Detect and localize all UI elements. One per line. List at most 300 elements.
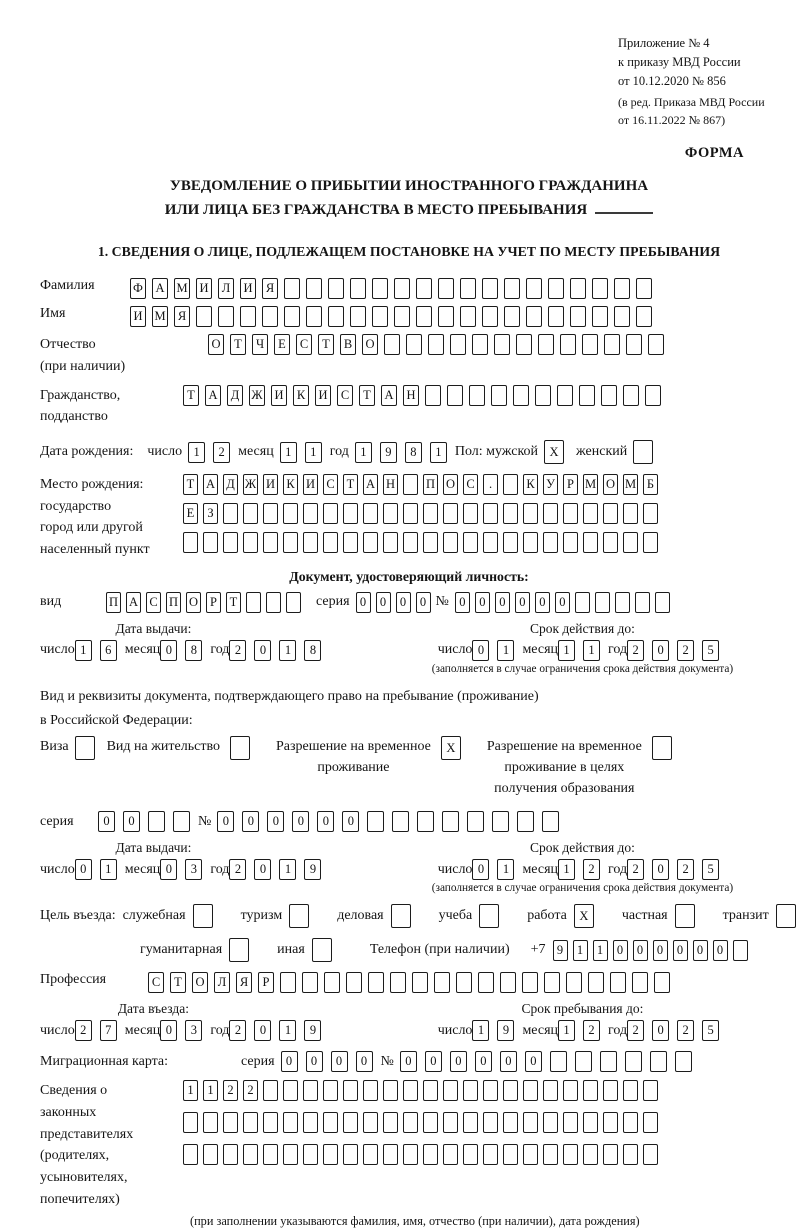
char-cell[interactable]: 0 xyxy=(281,1051,298,1072)
char-cell[interactable] xyxy=(223,503,238,524)
char-cell[interactable] xyxy=(343,1144,358,1165)
char-cell[interactable] xyxy=(283,1144,298,1165)
char-cell[interactable] xyxy=(263,532,278,553)
char-cell[interactable] xyxy=(625,1051,642,1072)
char-cell[interactable] xyxy=(582,334,598,355)
char-cell[interactable] xyxy=(302,972,318,993)
char-cell[interactable] xyxy=(75,736,95,760)
char-cell[interactable]: Т xyxy=(226,592,241,613)
char-cell[interactable] xyxy=(526,306,542,327)
char-cell[interactable]: Я xyxy=(236,972,252,993)
char-cell[interactable] xyxy=(636,278,652,299)
char-cell[interactable] xyxy=(363,1112,378,1133)
char-cell[interactable]: А xyxy=(205,385,221,406)
char-cell[interactable]: Я xyxy=(262,278,278,299)
char-cell[interactable] xyxy=(645,385,661,406)
char-cell[interactable] xyxy=(303,503,318,524)
char-cell[interactable]: М xyxy=(623,474,638,495)
char-cell[interactable] xyxy=(284,306,300,327)
char-cell[interactable] xyxy=(526,278,542,299)
char-cell[interactable]: З xyxy=(203,503,218,524)
char-cell[interactable]: 2 xyxy=(229,1020,246,1041)
char-cell[interactable] xyxy=(183,1112,198,1133)
char-cell[interactable] xyxy=(588,972,604,993)
char-cell[interactable] xyxy=(469,385,485,406)
char-cell[interactable]: 1 xyxy=(183,1080,198,1101)
char-cell[interactable] xyxy=(303,1112,318,1133)
char-cell[interactable] xyxy=(482,278,498,299)
char-cell[interactable] xyxy=(412,972,428,993)
char-cell[interactable]: Л xyxy=(214,972,230,993)
char-cell[interactable] xyxy=(403,1080,418,1101)
char-cell[interactable]: С xyxy=(463,474,478,495)
char-cell[interactable]: А xyxy=(363,474,378,495)
char-cell[interactable] xyxy=(450,334,466,355)
char-cell[interactable] xyxy=(583,1080,598,1101)
char-cell[interactable] xyxy=(196,306,212,327)
char-cell[interactable]: Т xyxy=(318,334,334,355)
char-cell[interactable] xyxy=(563,1080,578,1101)
char-cell[interactable] xyxy=(183,1144,198,1165)
char-cell[interactable] xyxy=(610,972,626,993)
char-cell[interactable] xyxy=(583,503,598,524)
char-cell[interactable] xyxy=(343,503,358,524)
char-cell[interactable] xyxy=(403,532,418,553)
char-cell[interactable]: 0 xyxy=(123,811,140,832)
char-cell[interactable] xyxy=(550,1051,567,1072)
char-cell[interactable] xyxy=(346,972,362,993)
char-cell[interactable] xyxy=(592,306,608,327)
char-cell[interactable]: 1 xyxy=(100,859,117,880)
char-cell[interactable] xyxy=(173,811,190,832)
char-cell[interactable] xyxy=(391,904,411,928)
char-cell[interactable] xyxy=(543,1112,558,1133)
char-cell[interactable] xyxy=(428,334,444,355)
char-cell[interactable]: 0 xyxy=(515,592,530,613)
char-cell[interactable] xyxy=(218,306,234,327)
char-cell[interactable] xyxy=(623,1144,638,1165)
char-cell[interactable] xyxy=(343,1080,358,1101)
char-cell[interactable] xyxy=(544,972,560,993)
char-cell[interactable] xyxy=(443,503,458,524)
char-cell[interactable] xyxy=(263,1080,278,1101)
char-cell[interactable] xyxy=(483,532,498,553)
char-cell[interactable]: Е xyxy=(274,334,290,355)
char-cell[interactable] xyxy=(280,972,296,993)
char-cell[interactable]: О xyxy=(603,474,618,495)
char-cell[interactable]: 0 xyxy=(342,811,359,832)
char-cell[interactable]: С xyxy=(148,972,164,993)
char-cell[interactable]: А xyxy=(203,474,218,495)
char-cell[interactable]: П xyxy=(106,592,121,613)
char-cell[interactable] xyxy=(463,503,478,524)
char-cell[interactable] xyxy=(343,532,358,553)
char-cell[interactable] xyxy=(312,938,332,962)
char-cell[interactable]: 1 xyxy=(558,1020,575,1041)
char-cell[interactable]: К xyxy=(523,474,538,495)
char-cell[interactable] xyxy=(643,503,658,524)
char-cell[interactable]: 2 xyxy=(627,1020,644,1041)
char-cell[interactable]: 1 xyxy=(497,859,514,880)
char-cell[interactable]: Т xyxy=(230,334,246,355)
char-cell[interactable] xyxy=(328,306,344,327)
char-cell[interactable] xyxy=(643,1144,658,1165)
char-cell[interactable] xyxy=(603,503,618,524)
char-cell[interactable] xyxy=(504,306,520,327)
char-cell[interactable]: 0 xyxy=(713,940,728,961)
char-cell[interactable] xyxy=(350,306,366,327)
char-cell[interactable] xyxy=(303,1144,318,1165)
char-cell[interactable] xyxy=(523,1112,538,1133)
char-cell[interactable]: С xyxy=(146,592,161,613)
char-cell[interactable] xyxy=(463,1144,478,1165)
char-cell[interactable] xyxy=(283,1080,298,1101)
char-cell[interactable]: 0 xyxy=(331,1051,348,1072)
char-cell[interactable] xyxy=(438,306,454,327)
char-cell[interactable] xyxy=(403,474,418,495)
char-cell[interactable] xyxy=(483,503,498,524)
char-cell[interactable] xyxy=(503,1080,518,1101)
char-cell[interactable] xyxy=(323,532,338,553)
char-cell[interactable] xyxy=(323,1144,338,1165)
char-cell[interactable]: Ч xyxy=(252,334,268,355)
char-cell[interactable] xyxy=(652,736,672,760)
char-cell[interactable]: Л xyxy=(218,278,234,299)
char-cell[interactable] xyxy=(538,334,554,355)
char-cell[interactable] xyxy=(563,1112,578,1133)
char-cell[interactable] xyxy=(467,811,484,832)
char-cell[interactable] xyxy=(623,503,638,524)
char-cell[interactable]: М xyxy=(152,306,168,327)
char-cell[interactable] xyxy=(675,1051,692,1072)
char-cell[interactable]: 0 xyxy=(416,592,431,613)
char-cell[interactable] xyxy=(626,334,642,355)
char-cell[interactable] xyxy=(193,904,213,928)
char-cell[interactable]: 3 xyxy=(185,1020,202,1041)
char-cell[interactable]: 0 xyxy=(376,592,391,613)
char-cell[interactable] xyxy=(394,278,410,299)
char-cell[interactable] xyxy=(503,532,518,553)
char-cell[interactable] xyxy=(417,811,434,832)
char-cell[interactable] xyxy=(600,1051,617,1072)
char-cell[interactable] xyxy=(443,1144,458,1165)
char-cell[interactable]: Т xyxy=(343,474,358,495)
char-cell[interactable]: Б xyxy=(643,474,658,495)
char-cell[interactable] xyxy=(383,1144,398,1165)
char-cell[interactable]: 2 xyxy=(223,1080,238,1101)
char-cell[interactable] xyxy=(516,334,532,355)
char-cell[interactable] xyxy=(494,334,510,355)
char-cell[interactable] xyxy=(560,334,576,355)
char-cell[interactable]: Р xyxy=(206,592,221,613)
char-cell[interactable] xyxy=(363,1080,378,1101)
char-cell[interactable] xyxy=(303,1080,318,1101)
char-cell[interactable] xyxy=(563,532,578,553)
char-cell[interactable] xyxy=(443,1080,458,1101)
char-cell[interactable]: 1 xyxy=(593,940,608,961)
char-cell[interactable] xyxy=(286,592,301,613)
char-cell[interactable] xyxy=(478,972,494,993)
char-cell[interactable] xyxy=(733,940,748,961)
char-cell[interactable]: 2 xyxy=(677,859,694,880)
char-cell[interactable] xyxy=(372,306,388,327)
char-cell[interactable]: 1 xyxy=(430,442,447,463)
char-cell[interactable] xyxy=(543,532,558,553)
char-cell[interactable] xyxy=(623,532,638,553)
char-cell[interactable] xyxy=(463,532,478,553)
char-cell[interactable]: О xyxy=(208,334,224,355)
char-cell[interactable]: 0 xyxy=(356,592,371,613)
char-cell[interactable] xyxy=(266,592,281,613)
char-cell[interactable] xyxy=(543,1144,558,1165)
char-cell[interactable]: 0 xyxy=(425,1051,442,1072)
char-cell[interactable] xyxy=(443,532,458,553)
char-cell[interactable]: И xyxy=(240,278,256,299)
char-cell[interactable]: И xyxy=(196,278,212,299)
char-cell[interactable] xyxy=(643,1080,658,1101)
char-cell[interactable]: 0 xyxy=(267,811,284,832)
char-cell[interactable]: 0 xyxy=(356,1051,373,1072)
char-cell[interactable]: 0 xyxy=(653,940,668,961)
char-cell[interactable]: 0 xyxy=(525,1051,542,1072)
char-cell[interactable] xyxy=(460,278,476,299)
char-cell[interactable] xyxy=(535,385,551,406)
char-cell[interactable]: Р xyxy=(258,972,274,993)
char-cell[interactable] xyxy=(423,1144,438,1165)
char-cell[interactable] xyxy=(603,1144,618,1165)
char-cell[interactable] xyxy=(390,972,406,993)
char-cell[interactable] xyxy=(523,503,538,524)
char-cell[interactable]: 0 xyxy=(495,592,510,613)
char-cell[interactable]: О xyxy=(192,972,208,993)
char-cell[interactable] xyxy=(523,1144,538,1165)
char-cell[interactable] xyxy=(447,385,463,406)
char-cell[interactable] xyxy=(583,1112,598,1133)
char-cell[interactable]: 2 xyxy=(677,1020,694,1041)
char-cell[interactable]: 0 xyxy=(613,940,628,961)
char-cell[interactable]: Д xyxy=(223,474,238,495)
char-cell[interactable] xyxy=(583,532,598,553)
char-cell[interactable]: И xyxy=(271,385,287,406)
char-cell[interactable] xyxy=(368,972,384,993)
char-cell[interactable]: 0 xyxy=(472,640,489,661)
char-cell[interactable] xyxy=(614,306,630,327)
char-cell[interactable]: 0 xyxy=(693,940,708,961)
char-cell[interactable] xyxy=(383,1112,398,1133)
char-cell[interactable]: X xyxy=(441,736,461,760)
char-cell[interactable]: О xyxy=(362,334,378,355)
char-cell[interactable]: И xyxy=(303,474,318,495)
char-cell[interactable] xyxy=(262,306,278,327)
char-cell[interactable]: И xyxy=(315,385,331,406)
char-cell[interactable] xyxy=(230,736,250,760)
char-cell[interactable] xyxy=(632,972,648,993)
char-cell[interactable] xyxy=(284,278,300,299)
char-cell[interactable] xyxy=(148,811,165,832)
char-cell[interactable] xyxy=(223,1144,238,1165)
char-cell[interactable]: 8 xyxy=(304,640,321,661)
char-cell[interactable]: 0 xyxy=(98,811,115,832)
char-cell[interactable]: 0 xyxy=(535,592,550,613)
char-cell[interactable] xyxy=(363,503,378,524)
char-cell[interactable]: К xyxy=(293,385,309,406)
char-cell[interactable] xyxy=(463,1112,478,1133)
char-cell[interactable] xyxy=(570,306,586,327)
char-cell[interactable] xyxy=(246,592,261,613)
char-cell[interactable] xyxy=(575,1051,592,1072)
char-cell[interactable] xyxy=(383,503,398,524)
char-cell[interactable]: П xyxy=(166,592,181,613)
char-cell[interactable] xyxy=(203,532,218,553)
char-cell[interactable] xyxy=(283,503,298,524)
char-cell[interactable]: 2 xyxy=(243,1080,258,1101)
char-cell[interactable]: 9 xyxy=(497,1020,514,1041)
char-cell[interactable]: 5 xyxy=(702,1020,719,1041)
char-cell[interactable] xyxy=(623,1112,638,1133)
char-cell[interactable] xyxy=(635,592,650,613)
char-cell[interactable]: 1 xyxy=(305,442,322,463)
char-cell[interactable]: И xyxy=(263,474,278,495)
char-cell[interactable] xyxy=(328,278,344,299)
char-cell[interactable] xyxy=(615,592,630,613)
char-cell[interactable] xyxy=(643,1112,658,1133)
char-cell[interactable]: 0 xyxy=(317,811,334,832)
char-cell[interactable]: 0 xyxy=(475,1051,492,1072)
char-cell[interactable]: М xyxy=(174,278,190,299)
char-cell[interactable] xyxy=(392,811,409,832)
char-cell[interactable]: Т xyxy=(183,474,198,495)
char-cell[interactable] xyxy=(383,532,398,553)
char-cell[interactable] xyxy=(403,1112,418,1133)
char-cell[interactable] xyxy=(614,278,630,299)
char-cell[interactable] xyxy=(363,1144,378,1165)
char-cell[interactable]: Д xyxy=(227,385,243,406)
char-cell[interactable]: 0 xyxy=(75,859,92,880)
char-cell[interactable]: П xyxy=(423,474,438,495)
char-cell[interactable]: 2 xyxy=(627,859,644,880)
char-cell[interactable]: Ж xyxy=(249,385,265,406)
char-cell[interactable]: 0 xyxy=(396,592,411,613)
char-cell[interactable] xyxy=(575,592,590,613)
char-cell[interactable]: С xyxy=(337,385,353,406)
char-cell[interactable] xyxy=(306,278,322,299)
char-cell[interactable]: 1 xyxy=(472,1020,489,1041)
char-cell[interactable] xyxy=(483,1080,498,1101)
char-cell[interactable]: 0 xyxy=(400,1051,417,1072)
char-cell[interactable] xyxy=(324,972,340,993)
char-cell[interactable]: 2 xyxy=(213,442,230,463)
char-cell[interactable] xyxy=(263,1144,278,1165)
char-cell[interactable] xyxy=(636,306,652,327)
char-cell[interactable]: 1 xyxy=(355,442,372,463)
char-cell[interactable]: Т xyxy=(183,385,199,406)
char-cell[interactable] xyxy=(500,972,516,993)
char-cell[interactable] xyxy=(583,1144,598,1165)
char-cell[interactable]: 2 xyxy=(583,1020,600,1041)
char-cell[interactable] xyxy=(323,1112,338,1133)
char-cell[interactable]: 0 xyxy=(472,859,489,880)
char-cell[interactable]: 1 xyxy=(75,640,92,661)
char-cell[interactable]: Ф xyxy=(130,278,146,299)
char-cell[interactable] xyxy=(403,503,418,524)
char-cell[interactable]: 0 xyxy=(633,940,648,961)
char-cell[interactable]: 9 xyxy=(553,940,568,961)
char-cell[interactable]: 2 xyxy=(627,640,644,661)
char-cell[interactable]: 1 xyxy=(573,940,588,961)
char-cell[interactable]: 0 xyxy=(292,811,309,832)
char-cell[interactable]: 0 xyxy=(254,1020,271,1041)
char-cell[interactable]: 1 xyxy=(497,640,514,661)
char-cell[interactable] xyxy=(491,385,507,406)
char-cell[interactable]: 9 xyxy=(304,859,321,880)
char-cell[interactable] xyxy=(563,503,578,524)
char-cell[interactable] xyxy=(423,532,438,553)
char-cell[interactable]: К xyxy=(283,474,298,495)
char-cell[interactable] xyxy=(363,532,378,553)
char-cell[interactable] xyxy=(543,503,558,524)
char-cell[interactable] xyxy=(633,440,653,464)
char-cell[interactable] xyxy=(443,1112,458,1133)
char-cell[interactable]: М xyxy=(583,474,598,495)
char-cell[interactable] xyxy=(463,1080,478,1101)
char-cell[interactable] xyxy=(517,811,534,832)
char-cell[interactable] xyxy=(289,904,309,928)
char-cell[interactable] xyxy=(306,306,322,327)
char-cell[interactable]: 9 xyxy=(380,442,397,463)
char-cell[interactable] xyxy=(406,334,422,355)
char-cell[interactable] xyxy=(460,306,476,327)
char-cell[interactable]: 0 xyxy=(254,640,271,661)
char-cell[interactable]: Ж xyxy=(243,474,258,495)
char-cell[interactable] xyxy=(603,1080,618,1101)
char-cell[interactable]: 0 xyxy=(254,859,271,880)
char-cell[interactable] xyxy=(203,1144,218,1165)
char-cell[interactable] xyxy=(223,1112,238,1133)
char-cell[interactable]: 0 xyxy=(652,640,669,661)
char-cell[interactable] xyxy=(438,278,454,299)
char-cell[interactable] xyxy=(557,385,573,406)
char-cell[interactable] xyxy=(343,1112,358,1133)
char-cell[interactable] xyxy=(383,1080,398,1101)
char-cell[interactable]: 0 xyxy=(673,940,688,961)
char-cell[interactable] xyxy=(263,503,278,524)
char-cell[interactable] xyxy=(243,503,258,524)
char-cell[interactable]: 7 xyxy=(100,1020,117,1041)
char-cell[interactable] xyxy=(503,1112,518,1133)
char-cell[interactable]: Н xyxy=(403,385,419,406)
char-cell[interactable] xyxy=(655,592,670,613)
char-cell[interactable] xyxy=(579,385,595,406)
char-cell[interactable]: Р xyxy=(563,474,578,495)
char-cell[interactable] xyxy=(654,972,670,993)
char-cell[interactable] xyxy=(523,1080,538,1101)
char-cell[interactable]: Я xyxy=(174,306,190,327)
char-cell[interactable]: С xyxy=(323,474,338,495)
char-cell[interactable] xyxy=(604,334,620,355)
char-cell[interactable]: 0 xyxy=(160,1020,177,1041)
char-cell[interactable] xyxy=(423,503,438,524)
char-cell[interactable] xyxy=(504,278,520,299)
char-cell[interactable] xyxy=(240,306,256,327)
char-cell[interactable]: 6 xyxy=(100,640,117,661)
char-cell[interactable]: 5 xyxy=(702,859,719,880)
char-cell[interactable]: 3 xyxy=(185,859,202,880)
char-cell[interactable]: X xyxy=(544,440,564,464)
char-cell[interactable] xyxy=(603,1112,618,1133)
char-cell[interactable] xyxy=(566,972,582,993)
char-cell[interactable]: 0 xyxy=(475,592,490,613)
char-cell[interactable]: Е xyxy=(183,503,198,524)
